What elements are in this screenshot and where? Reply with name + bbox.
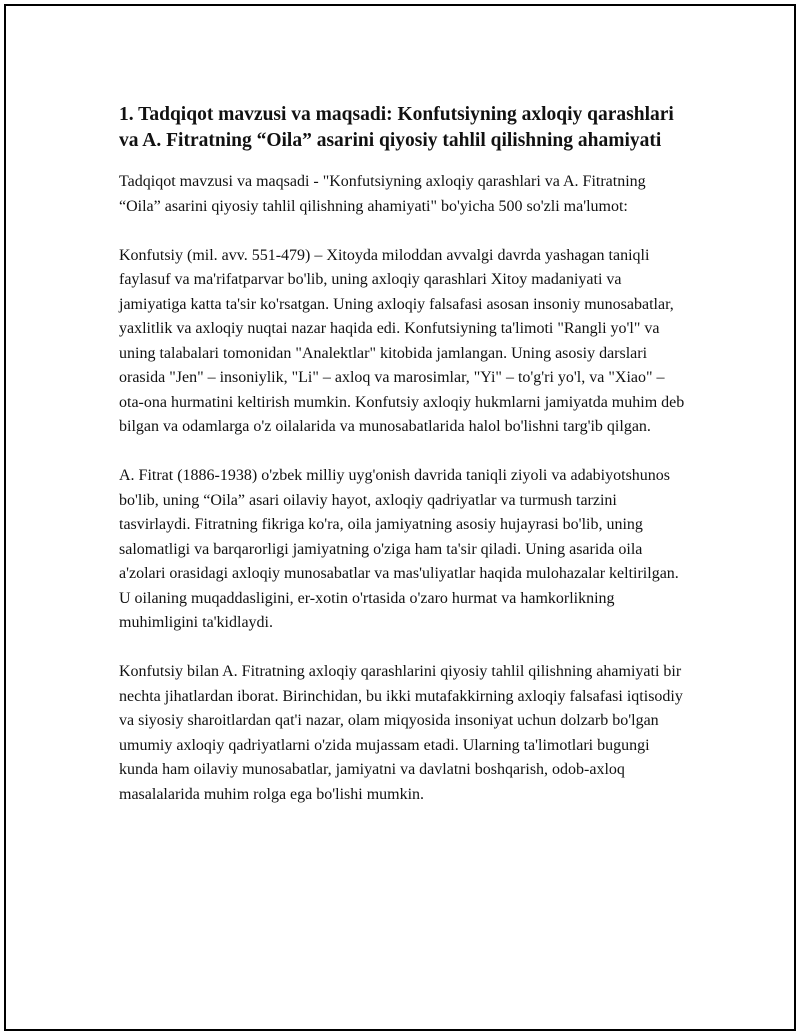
confucius-paragraph: Konfutsiy (mil. avv. 551-479) – Xitoyda miloddan avvalgi davrda yashagan taniqli faylasuf va ma'rifatparvar bo'lib, uning axloqiy qarashlari Xitoy madaniyati va jamiyatiga katta ta'sir ko'rsatgan. Uning axloqiy falsafasi asosan insoniy munosabatlar, yaxlitlik va axloqiy nuqtai nazar haqida edi. Konfutsiyning ta'limoti "Rangli yo'l" va uning talabalari tomonidan "Analektlar" kitobida jamlangan. Uning asosiy darslari orasida "Jen" – insoniylik, "Li" – axloq va marosimlar, "Yi" – to'g'ri yo'l, va "Xiao" – ota-ona hurmatini keltirish mumkin. Konfutsiy axloqiy hukmlarni jamiyatda muhim deb bilgan va odamlarga o'z oilalarida va munosabatlarida halol bo'lishni targ'ib qilgan. bbox=[119, 246, 685, 435]
comparison-paragraph: Konfutsiy bilan A. Fitratning axloqiy qarashlarini qiyosiy tahlil qilishning ahamiyati bir nechta jihatlardan iborat. Birinchidan, bu ikki mutafakkirning axloqiy falsafasi iqtisodiy va siyosiy sharoitlardan qat'i nazar, olam miqyosida insoniyat uchun dolzarb bo'lgan umumiy axloqiy qadriyatlarni o'zida mujassam etadi. Ularning ta'limotlari bugungi kunda ham oilaviy munosabatlar, jamiyatni va davlatni boshqarish, odob-axloq masalalarida muhim rolga ega bo'lishi mumkin. bbox=[119, 663, 683, 803]
document-content bbox=[119, 102, 686, 832]
intro-paragraph: Tadqiqot mavzusi va maqsadi - "Konfutsiyning axloqiy qarashlari va A. Fitratning “Oila” asarini qiyosiy tahlil qilishning ahamiyati" bo'yicha 500 so'zli ma'lumot: bbox=[119, 173, 646, 215]
section-heading: 1. Tadqiqot mavzusi va maqsadi: Konfutsiyning axloqiy qarashlari va A. Fitratning “Oila” asarini qiyosiy tahlil qilishning ahamiyati bbox=[119, 104, 674, 151]
fitrat-paragraph: A. Fitrat (1886-1938) o'zbek milliy uyg'onish davrida taniqli ziyoli va adabiyotshunos bo'lib, uning “Oila” asari oilaviy hayot, axloqiy qadriyatlar va turmush tarzini tasvirlaydi. Fitratning fikriga ko'ra, oila jamiyatning asosiy hujayrasi bo'lib, uning salomatligi va barqarorligi jamiyatning o'ziga ham ta'sir qiladi. Uning asarida oila a'zolari orasidagi axloqiy munosabatlar va mas'uliyatlar haqida mulohazalar keltirilgan. U oilaning muqaddasligini, er-xotin o'rtasida o'zaro hurmat va hamkorlikning muhimligini ta'kidlaydi. bbox=[119, 467, 679, 631]
page-frame bbox=[4, 4, 796, 1031]
